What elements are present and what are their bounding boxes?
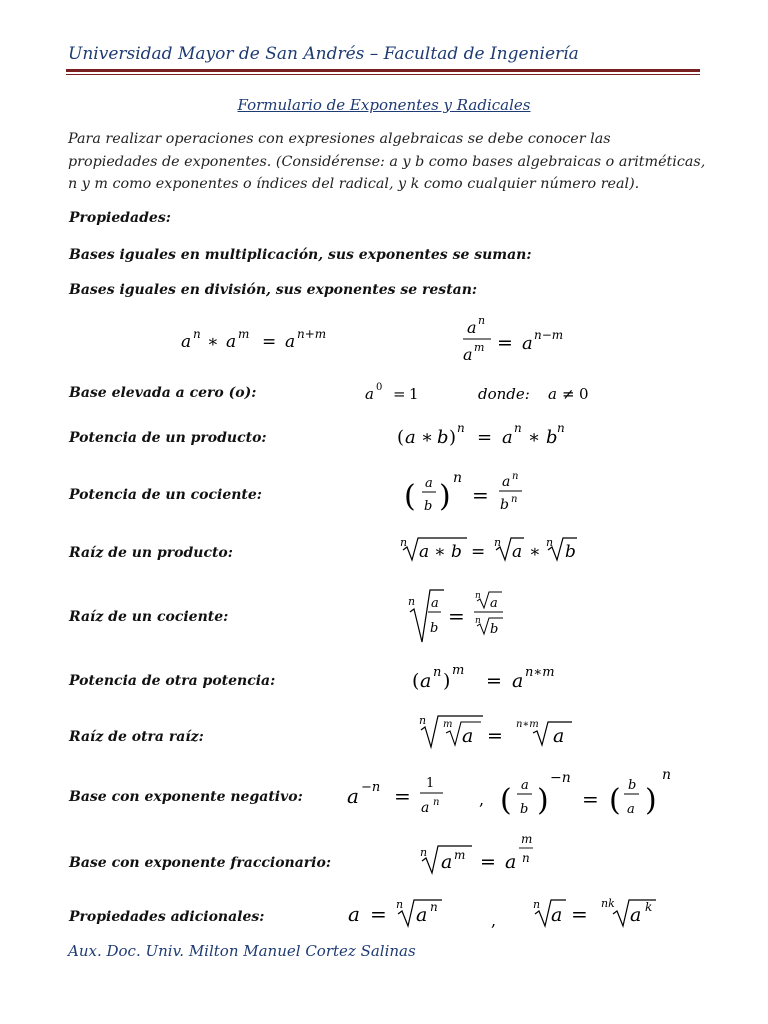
svg-text:b: b bbox=[424, 499, 433, 514]
svg-text:n: n bbox=[475, 591, 481, 601]
label-raiz-cociente: Raíz de un cociente: bbox=[69, 609, 229, 625]
label-pot-pot: Potencia de otra potencia: bbox=[69, 673, 276, 689]
svg-text:∗: ∗ bbox=[529, 542, 541, 562]
label-pot-producto: Potencia de un producto: bbox=[69, 430, 267, 446]
svg-text:=: = bbox=[480, 851, 496, 873]
document-title: Formulario de Exponentes y Radicales bbox=[237, 96, 531, 114]
svg-text:n: n bbox=[453, 470, 463, 486]
svg-text:=: = bbox=[487, 725, 503, 747]
svg-text:a: a bbox=[505, 851, 517, 873]
svg-text:a: a bbox=[431, 596, 439, 611]
svg-text:=: = bbox=[472, 483, 489, 507]
svg-text:−n: −n bbox=[361, 780, 381, 795]
svg-text:n∗m: n∗m bbox=[525, 665, 555, 680]
svg-text:n: n bbox=[433, 797, 440, 808]
formula-exp-negativo bbox=[347, 767, 671, 818]
svg-text:b: b bbox=[500, 497, 509, 513]
intro-line: Para realizar operaciones con expresiones algebraicas se debe conocer las bbox=[68, 131, 611, 147]
svg-text:n: n bbox=[546, 536, 554, 549]
svg-text:a: a bbox=[441, 851, 453, 873]
svg-text:b: b bbox=[451, 542, 462, 562]
svg-text:a: a bbox=[522, 333, 533, 354]
svg-text:n: n bbox=[193, 327, 201, 341]
svg-text:=: = bbox=[486, 670, 502, 692]
svg-text:m: m bbox=[443, 719, 453, 730]
label-raiz-raiz: Raíz de otra raíz: bbox=[69, 729, 204, 745]
comma: , bbox=[479, 790, 485, 809]
svg-text:n∗m: n∗m bbox=[516, 719, 539, 730]
svg-text:=: = bbox=[471, 542, 486, 562]
svg-text:a: a bbox=[365, 385, 374, 403]
svg-text:a: a bbox=[181, 332, 192, 352]
footer-author: Aux. Doc. Univ. Milton Manuel Cortez Salinas bbox=[68, 942, 416, 960]
formula-exp-fraccionario bbox=[420, 832, 533, 873]
svg-text:a: a bbox=[462, 725, 474, 747]
svg-text:a: a bbox=[420, 670, 432, 692]
svg-text:a: a bbox=[490, 596, 498, 611]
svg-text:a: a bbox=[512, 670, 524, 692]
svg-text:(: ( bbox=[609, 783, 621, 818]
svg-text:a: a bbox=[425, 476, 433, 491]
header-title: Universidad Mayor de San Andrés – Facultad de Ingeniería bbox=[68, 44, 579, 64]
svg-text:n: n bbox=[433, 665, 442, 680]
svg-text:∗: ∗ bbox=[528, 427, 541, 448]
svg-text:n: n bbox=[662, 767, 672, 783]
svg-text:b: b bbox=[520, 802, 529, 817]
svg-text:=: = bbox=[571, 902, 588, 926]
svg-text:n: n bbox=[408, 595, 416, 608]
formula-div bbox=[463, 314, 563, 364]
svg-text:=: = bbox=[448, 604, 465, 628]
svg-text:n+m: n+m bbox=[297, 327, 327, 341]
svg-text:): ) bbox=[439, 479, 451, 514]
svg-text:a: a bbox=[419, 542, 430, 562]
label-cero: Base elevada a cero (o): bbox=[69, 385, 257, 401]
value-one: 1 bbox=[426, 776, 435, 791]
svg-text:a: a bbox=[416, 904, 428, 926]
svg-text:a: a bbox=[421, 800, 430, 816]
svg-text:m: m bbox=[238, 327, 250, 341]
svg-text:a: a bbox=[502, 427, 513, 448]
formula-mult bbox=[181, 327, 326, 352]
formula-raiz-producto bbox=[400, 536, 577, 562]
svg-text:): ) bbox=[645, 783, 657, 818]
label-exp-negativo: Base con exponente negativo: bbox=[69, 789, 303, 805]
svg-text:): ) bbox=[537, 783, 549, 818]
svg-text:b: b bbox=[565, 542, 576, 562]
svg-text:=: = bbox=[477, 427, 493, 448]
svg-text:n: n bbox=[512, 471, 519, 482]
svg-text:a: a bbox=[521, 778, 529, 793]
donde-text: donde: bbox=[478, 385, 530, 403]
svg-text:n: n bbox=[533, 898, 541, 911]
svg-text:a: a bbox=[502, 474, 511, 490]
label-mult: Bases iguales en multiplicación, sus exponentes se suman: bbox=[69, 247, 532, 263]
svg-text:=: = bbox=[394, 784, 411, 808]
svg-text:0: 0 bbox=[579, 385, 589, 403]
svg-text:−n: −n bbox=[550, 770, 571, 786]
label-div: Bases iguales en división, sus exponentes se restan: bbox=[69, 282, 478, 298]
svg-text:=: = bbox=[370, 902, 387, 926]
svg-text:(: ( bbox=[500, 783, 512, 818]
svg-text:=: = bbox=[262, 332, 277, 352]
svg-text:n: n bbox=[557, 421, 565, 435]
svg-text:=: = bbox=[582, 787, 599, 811]
svg-text:n: n bbox=[430, 900, 438, 914]
svg-text:a: a bbox=[285, 332, 296, 352]
svg-text:a: a bbox=[627, 802, 635, 817]
comma: , bbox=[491, 911, 497, 930]
svg-text:n: n bbox=[396, 898, 404, 911]
formula-raiz-raiz bbox=[419, 714, 572, 747]
label-pot-cociente: Potencia de un cociente: bbox=[69, 487, 262, 503]
svg-text:(: ( bbox=[412, 670, 420, 692]
value-one: 1 bbox=[409, 385, 419, 403]
svg-text:b: b bbox=[437, 427, 449, 448]
svg-text:n: n bbox=[494, 536, 502, 549]
svg-text:b: b bbox=[490, 622, 499, 637]
formula-cero bbox=[365, 382, 589, 403]
intro-line: propiedades de exponentes. (Considérense: a y b como bases algebraicas o aritméticas, bbox=[68, 153, 706, 170]
svg-text:m: m bbox=[521, 832, 533, 846]
svg-text:a: a bbox=[553, 725, 565, 747]
svg-text:n: n bbox=[511, 494, 518, 505]
svg-text:b: b bbox=[546, 427, 558, 448]
svg-text:m: m bbox=[474, 341, 485, 354]
svg-text:n: n bbox=[522, 851, 530, 865]
formula-pot-pot bbox=[412, 663, 555, 692]
svg-text:): ) bbox=[449, 427, 457, 448]
svg-text:b: b bbox=[430, 621, 439, 636]
svg-text:a: a bbox=[226, 332, 237, 352]
svg-text:a: a bbox=[548, 385, 557, 403]
svg-text:n: n bbox=[475, 616, 481, 626]
label-raiz-producto: Raíz de un producto: bbox=[69, 545, 233, 561]
svg-text:n−m: n−m bbox=[534, 328, 564, 342]
label-adicionales: Propiedades adicionales: bbox=[69, 909, 265, 925]
svg-text:n: n bbox=[420, 846, 428, 859]
svg-text:a: a bbox=[348, 902, 360, 926]
svg-text:n: n bbox=[400, 536, 408, 549]
svg-text:): ) bbox=[443, 670, 451, 692]
svg-text:∗: ∗ bbox=[421, 427, 434, 448]
svg-text:=: = bbox=[497, 332, 513, 354]
formula-pot-cociente bbox=[404, 470, 522, 514]
svg-text:a: a bbox=[463, 345, 473, 364]
svg-text:≠: ≠ bbox=[562, 385, 575, 403]
formula-raiz-cociente bbox=[408, 590, 503, 642]
svg-text:(: ( bbox=[397, 427, 405, 448]
svg-text:n: n bbox=[514, 421, 522, 435]
svg-text:m: m bbox=[454, 848, 466, 862]
svg-text:a: a bbox=[630, 904, 642, 926]
svg-text:a: a bbox=[405, 427, 416, 448]
svg-text:a: a bbox=[512, 542, 523, 562]
svg-text:b: b bbox=[628, 778, 637, 793]
exp-zero: 0 bbox=[376, 382, 383, 393]
svg-text:nk: nk bbox=[601, 897, 615, 910]
svg-text:k: k bbox=[645, 900, 653, 914]
svg-text:n: n bbox=[478, 314, 486, 327]
svg-text:a: a bbox=[467, 318, 477, 337]
svg-text:∗: ∗ bbox=[434, 542, 446, 562]
formula-adicionales bbox=[348, 897, 656, 930]
label-propiedades: Propiedades: bbox=[69, 210, 171, 226]
svg-text:m: m bbox=[452, 663, 465, 678]
label-exp-fraccionario: Base con exponente fraccionario: bbox=[69, 855, 332, 871]
svg-text:∗: ∗ bbox=[207, 332, 219, 352]
formula-pot-producto bbox=[397, 421, 565, 448]
svg-text:a: a bbox=[551, 904, 563, 926]
svg-text:n: n bbox=[457, 421, 465, 435]
svg-text:=: = bbox=[393, 385, 406, 403]
svg-text:n: n bbox=[419, 714, 427, 727]
svg-text:a: a bbox=[347, 784, 359, 808]
svg-text:(: ( bbox=[404, 479, 416, 514]
intro-line: n y m como exponentes o índices del radical, y k como cualquier número real). bbox=[68, 176, 640, 192]
